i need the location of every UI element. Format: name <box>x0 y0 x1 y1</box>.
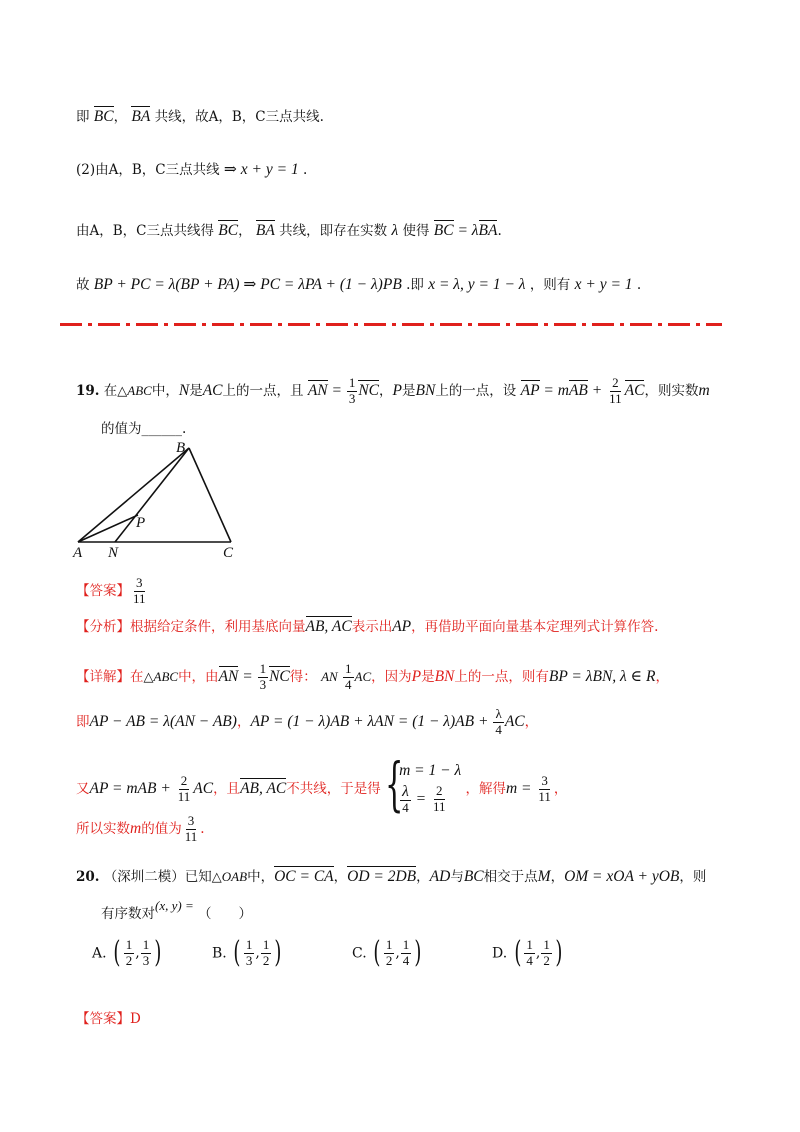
text: 共线，即存在实数 <box>279 223 388 239</box>
fraction <box>431 784 448 815</box>
option-label: B. <box>212 945 227 962</box>
fraction <box>176 774 193 805</box>
text: . <box>200 820 205 837</box>
vertex-label-c: C <box>223 545 234 561</box>
formula: m <box>130 819 142 837</box>
text: 在 <box>103 382 118 399</box>
denominator: 11 <box>133 590 146 606</box>
fraction <box>343 662 354 693</box>
vector-ap: AP <box>392 618 412 635</box>
vectors-ab-ac: AB, AC <box>240 780 287 798</box>
answer-tag: 【答案】 <box>76 1011 130 1027</box>
ordered-pair: ( $\frac{1}{2}$ , $\frac{1}{3}$ ) <box>113 935 162 971</box>
text: 又 <box>76 781 90 798</box>
prev-line-3: 由A，B，C三点共线得 BC， BA 共线，即存在实数 λ 使得 BC = λBA. <box>76 222 502 239</box>
segment-ap <box>78 515 138 542</box>
formula: = λ <box>453 222 479 239</box>
vector-an: AN <box>321 668 338 684</box>
numerator: 1 <box>543 937 550 952</box>
segment-bn <box>115 448 189 542</box>
text: 的值为 <box>141 820 182 837</box>
denominator: 4 <box>495 721 502 737</box>
option-label: C. <box>352 945 367 962</box>
formula: = <box>238 667 257 685</box>
system-rows <box>399 763 461 816</box>
vector-ac: AC <box>624 381 645 399</box>
formula: P <box>392 381 402 399</box>
equation: m = 1 − λ <box>399 762 462 779</box>
formula: OC = CA <box>274 868 334 885</box>
text: 得： <box>289 668 317 685</box>
numerator: 1 <box>142 937 150 952</box>
option-d[interactable] <box>492 935 565 971</box>
text: ， <box>236 713 251 730</box>
numerator: 2 <box>180 773 188 789</box>
vector-ab: AB <box>568 381 588 399</box>
numerator: λ <box>402 782 409 800</box>
numerator: 1 <box>385 937 393 952</box>
formula: = <box>327 381 346 399</box>
formula: (x, y) = <box>155 898 194 913</box>
formula: AP = (1 − λ)AB + λAN = (1 − λ)AB + <box>250 712 493 730</box>
denominator: 4 <box>402 952 410 968</box>
vector-nc: NC <box>269 667 290 685</box>
text: 由A，B，C三点共线得 <box>76 223 214 239</box>
denominator: 11 <box>184 828 198 844</box>
numerator: 2 <box>612 375 619 390</box>
formula: m = <box>505 780 536 798</box>
answer-tag: 【答案】 <box>76 582 130 599</box>
text: 上的一点，设 <box>435 382 517 399</box>
a19-detail-3 <box>76 750 800 818</box>
vector-bc: BC <box>93 108 114 125</box>
text: ， <box>550 869 565 885</box>
fraction <box>183 814 200 845</box>
vertex-label-b: B <box>176 440 186 456</box>
formula: + <box>587 381 607 399</box>
formula: OD = 2DB <box>347 868 417 885</box>
denominator: 2 <box>125 952 133 968</box>
text: 上的一点，且 <box>222 382 304 399</box>
text: 故 <box>76 277 90 293</box>
formula: △ABC <box>143 668 179 684</box>
text: 中， <box>151 382 179 399</box>
formula: M <box>537 868 551 885</box>
denominator: 2 <box>543 952 550 968</box>
text: 所以实数 <box>76 820 130 837</box>
prev-line-4 <box>76 277 800 293</box>
text: ，则实数 <box>644 382 699 399</box>
formula: BN <box>434 667 455 685</box>
q19-stem <box>76 376 800 407</box>
denominator: 4 <box>402 800 409 816</box>
answer-value: D <box>130 1011 141 1027</box>
triangle-figure <box>70 436 245 561</box>
vector-nc: NC <box>358 381 380 399</box>
fraction <box>258 662 269 693</box>
vector-bc: BC <box>433 222 454 239</box>
brace: { <box>385 750 404 818</box>
denominator: 4 <box>526 952 533 968</box>
numerator: 1 <box>262 937 270 952</box>
text: ，则有 <box>529 277 571 293</box>
point-label-p: P <box>136 515 146 531</box>
formula: AP = mAB + <box>89 780 175 798</box>
numerator: 1 <box>526 937 533 952</box>
a20-answer <box>76 1013 800 1027</box>
text: 上的一点，则有 <box>454 668 549 685</box>
text: ，且 <box>213 781 241 798</box>
a19-detail-1 <box>76 662 800 693</box>
text: ，再借助平面向量基本定理列式计算作答. <box>411 619 659 635</box>
equation <box>399 783 461 817</box>
fraction <box>607 376 624 407</box>
text: 是 <box>421 668 435 685</box>
formula: AD <box>429 868 451 885</box>
numerator: 1 <box>402 937 410 952</box>
question-number: 19. <box>76 382 100 399</box>
lambda: λ <box>391 222 399 239</box>
numerator: 3 <box>136 575 143 590</box>
fraction <box>131 576 148 607</box>
text: .即 <box>406 277 424 293</box>
q20-stem-2 <box>101 898 800 922</box>
formula: = m <box>539 381 569 399</box>
option-a[interactable] <box>92 935 164 971</box>
point-label-n: N <box>108 545 119 561</box>
formula: ⇒ x + y = 1 <box>223 161 299 178</box>
denominator: 3 <box>348 390 356 406</box>
question-number: 20. <box>76 869 100 885</box>
text: 共线，故A，B，C三点共线. <box>154 109 324 125</box>
denominator: 3 <box>142 952 150 968</box>
vector-ap: AP <box>520 381 540 399</box>
formula: BP + PC = λ(BP + PA) ⇒ PC = λPA + (1 − λ)PB <box>93 276 402 293</box>
formula: x = λ, y = 1 − λ <box>428 276 526 293</box>
numerator: 1 <box>259 661 267 676</box>
formula: BP = λBN, λ ∈ R <box>548 667 656 685</box>
formula: = <box>411 789 431 807</box>
formula: m <box>698 381 710 399</box>
detail-tag: 【详解】 <box>76 668 130 685</box>
a19-answer <box>76 576 800 607</box>
text: 即 <box>76 109 90 125</box>
option-b[interactable] <box>212 935 284 971</box>
fraction <box>493 707 504 738</box>
text: 表示出 <box>351 619 393 635</box>
denominator: 11 <box>177 789 191 805</box>
analysis-tag: 【分析】 <box>76 619 130 635</box>
vector-an: AN <box>218 667 239 685</box>
text: 即 <box>76 713 90 730</box>
formula: BN <box>415 381 436 399</box>
text: 不共线，于是得 <box>286 781 381 798</box>
text: 中，由 <box>178 668 219 685</box>
a19-conclusion <box>76 814 800 845</box>
numerator: 1 <box>348 375 356 390</box>
vertex-label-a: A <box>73 545 83 561</box>
numerator: 1 <box>345 661 352 676</box>
text: ， <box>379 382 393 399</box>
prev-line-1: 即 BC， BA 共线，故A，B，C三点共线. <box>76 108 324 125</box>
formula: △ABC <box>117 382 152 398</box>
denominator: 11 <box>609 390 622 406</box>
text: ， <box>416 869 430 885</box>
ordered-pair: ( $\frac{1}{2}$ , $\frac{1}{4}$ ) <box>373 935 422 971</box>
text: 与 <box>450 869 464 885</box>
q19-stem-2 <box>101 423 800 437</box>
text: ， <box>655 668 669 685</box>
section-divider <box>60 323 722 326</box>
answer-blank: （ ） <box>198 906 253 922</box>
prev-line-2 <box>76 162 800 178</box>
text: ， <box>333 869 348 885</box>
text: 中， <box>247 869 275 885</box>
fraction <box>536 774 553 805</box>
text: . <box>497 223 502 239</box>
side-bc <box>189 448 231 542</box>
text: ，解得 <box>465 781 506 798</box>
vector-ba: BA <box>255 222 275 239</box>
vector-ac: AC <box>354 668 372 684</box>
text: ， <box>524 713 539 730</box>
text: . <box>636 277 642 293</box>
formula: N <box>178 381 190 399</box>
numerator: 3 <box>187 813 195 828</box>
text: (2)由A，B，C三点共线 <box>76 162 220 178</box>
side-ab <box>78 448 189 542</box>
option-label: A. <box>92 945 107 962</box>
denominator: 3 <box>259 676 267 692</box>
vector-an: AN <box>307 381 328 399</box>
numerator: 1 <box>245 937 253 952</box>
text: 在 <box>130 668 144 685</box>
ordered-pair: ( $\frac{1}{4}$ , $\frac{1}{2}$ ) <box>513 935 563 971</box>
option-c[interactable] <box>352 935 424 971</box>
text: ，则 <box>679 869 707 885</box>
formula: P <box>411 667 422 685</box>
text: 使得 <box>402 223 430 239</box>
text: 相交于点 <box>483 869 538 885</box>
denominator: 3 <box>245 952 253 968</box>
text: 有序数对 <box>101 906 155 922</box>
formula: △OAB <box>211 869 248 884</box>
vector-bc: BC <box>218 222 239 239</box>
text: 的值为______. <box>101 421 187 437</box>
vector-ac: AC <box>504 712 525 730</box>
q20-stem <box>76 866 800 885</box>
denominator: 4 <box>345 676 352 692</box>
formula: x + y = 1 <box>574 276 633 293</box>
text: （深圳二模）已知 <box>103 869 212 885</box>
vector-ac: AC <box>193 780 214 798</box>
equation-system <box>385 750 462 818</box>
text: ， <box>553 781 568 798</box>
a19-analysis <box>76 616 800 635</box>
text: . <box>303 162 308 178</box>
a19-detail-2 <box>76 707 800 738</box>
numerator: λ <box>495 706 502 721</box>
denominator: 11 <box>538 789 551 805</box>
text: 根据给定条件，利用基底向量 <box>130 619 306 635</box>
denominator: 2 <box>262 952 270 968</box>
text: 是 <box>189 382 203 399</box>
fraction <box>347 376 358 407</box>
vector-ba: BA <box>478 222 498 239</box>
formula: AC <box>202 381 223 399</box>
formula: AP − AB = λ(AN − AB) <box>89 712 237 730</box>
formula: OM = xOA + yOB <box>564 868 680 885</box>
denominator: 11 <box>433 798 446 814</box>
vectors-ab-ac: AB, AC <box>305 618 352 635</box>
text: 是 <box>402 382 416 399</box>
ordered-pair: ( $\frac{1}{3}$ , $\frac{1}{2}$ ) <box>233 935 282 971</box>
formula: BC <box>463 868 484 885</box>
numerator: 2 <box>436 782 443 798</box>
denominator: 2 <box>385 952 393 968</box>
numerator: 1 <box>125 937 133 952</box>
text: ，因为 <box>371 668 412 685</box>
numerator: 3 <box>541 773 548 789</box>
option-label: D. <box>492 945 508 962</box>
vector-ba: BA <box>131 108 151 125</box>
